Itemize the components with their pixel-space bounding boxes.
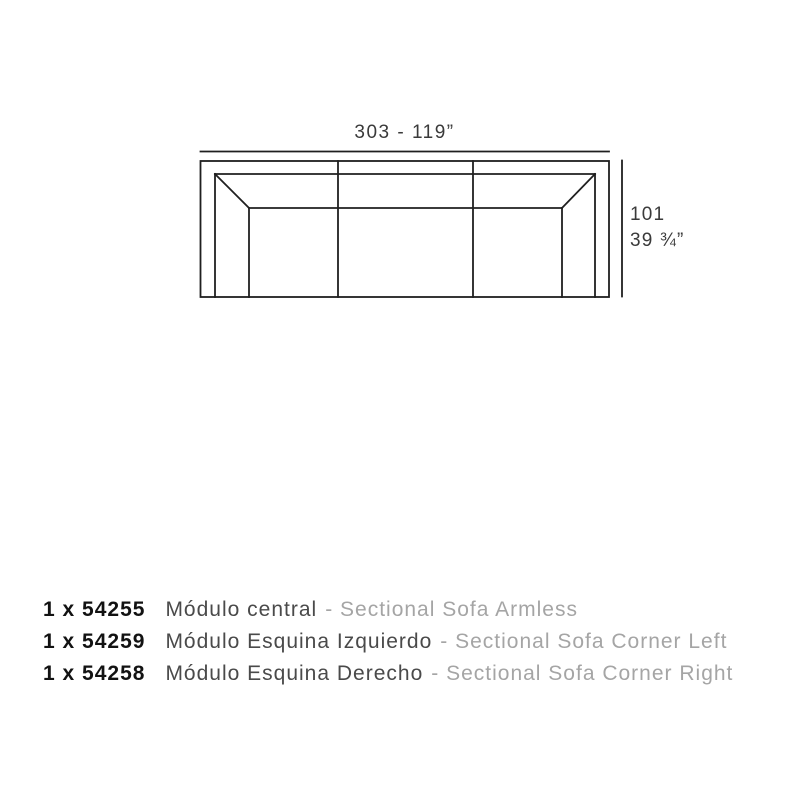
depth-dimension-cm: 101	[630, 204, 666, 225]
width-dimension-label: 303 - 119”	[354, 122, 455, 143]
part-name-english: - Sectional Sofa Corner Right	[431, 662, 734, 685]
part-name-english: - Sectional Sofa Corner Left	[440, 630, 728, 653]
part-name-spanish: Módulo Esquina Izquierdo	[165, 630, 433, 653]
parts-list-row	[43, 626, 733, 658]
part-qty-code: 1 x 54255	[43, 598, 146, 621]
sofa-outline	[201, 161, 610, 297]
part-name-spanish: Módulo central	[165, 598, 318, 621]
parts-list-row	[43, 658, 733, 690]
part-qty-code: 1 x 54258	[43, 662, 146, 685]
parts-list-row	[43, 594, 733, 626]
right-corner-miter	[562, 174, 595, 208]
depth-dimension-label	[630, 202, 685, 254]
left-corner-miter	[215, 174, 249, 208]
part-name-spanish: Módulo Esquina Derecho	[165, 662, 424, 685]
depth-dimension-inches: 39 ¾”	[630, 230, 685, 251]
parts-list	[43, 594, 733, 690]
part-name-english: - Sectional Sofa Armless	[325, 598, 578, 621]
part-qty-code: 1 x 54259	[43, 630, 146, 653]
